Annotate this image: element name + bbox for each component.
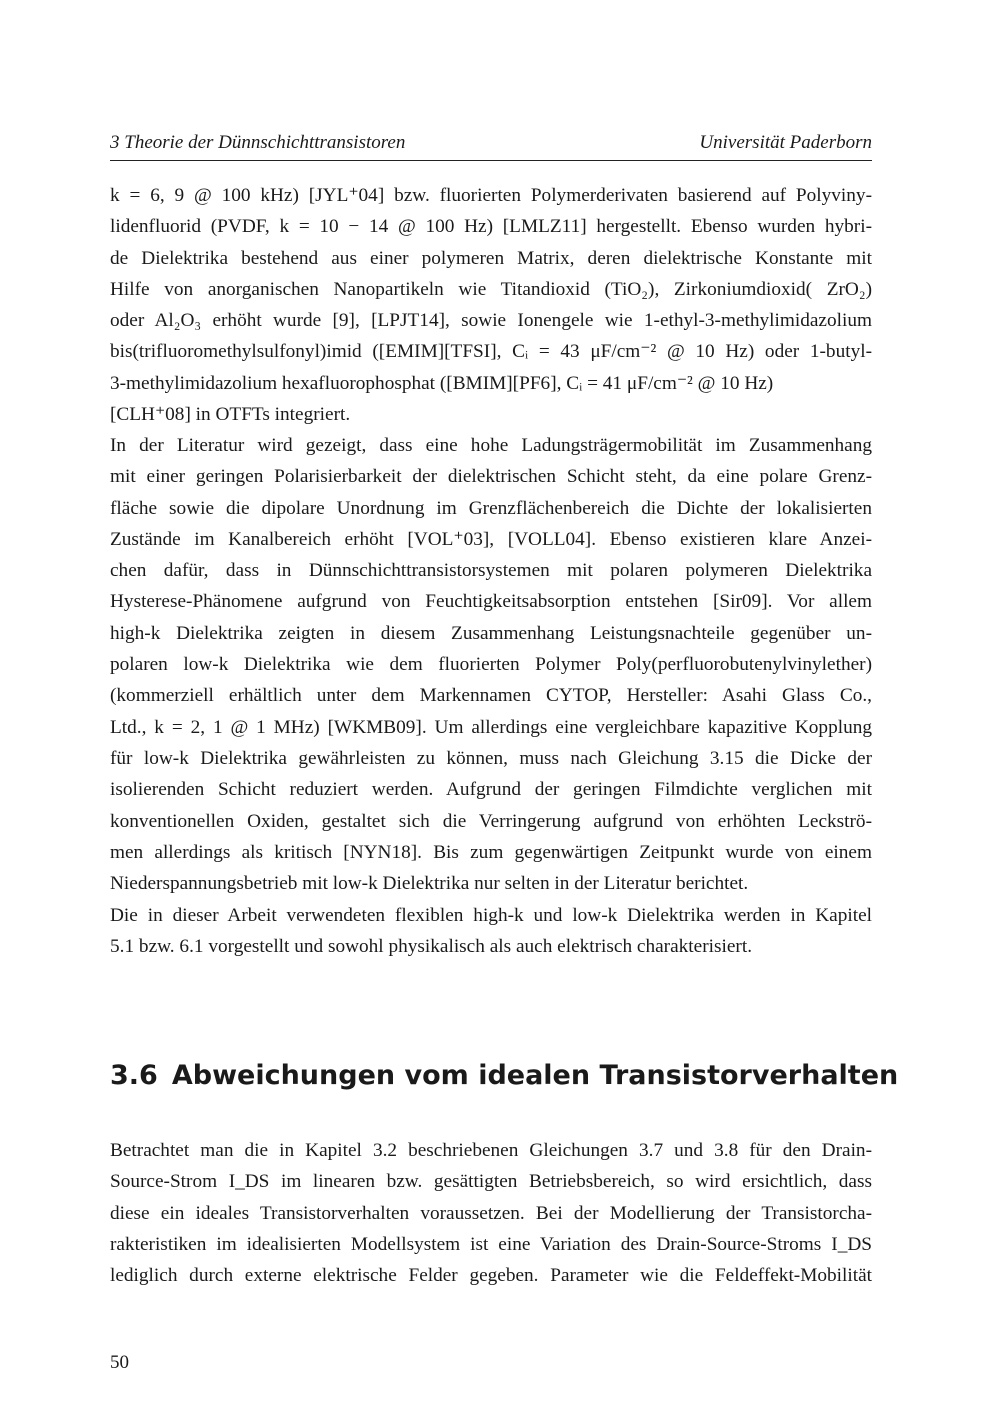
text-line: bis(trifluoromethylsulfonyl)imid ([EMIM][TFSI], Cᵢ = 43 μF/cm⁻² @ 10 Hz) oder 1-butyl- xyxy=(110,341,872,363)
header-university: Universität Paderborn xyxy=(699,132,872,153)
text-line: rakteristiken im idealisierten Modellsystem ist eine Variation des Drain-Source-Stroms I_DS xyxy=(110,1233,872,1255)
header-chapter-title: 3 Theorie der Dünnschichttransistoren xyxy=(110,132,406,153)
text-line: high-k Dielektrika zeigten in diesem Zusammenhang Leistungsnachteile gegenüber un- xyxy=(110,622,872,644)
page-number: 50 xyxy=(110,1352,129,1373)
text-line: konventionellen Oxiden, gestaltet sich die Verringerung aufgrund von erhöhten Leckströ- xyxy=(110,810,872,832)
text-line: Zustände im Kanalbereich erhöht [VOL⁺03], [VOLL04]. Ebenso existieren klare Anzei- xyxy=(110,528,872,550)
running-header xyxy=(110,130,872,161)
text-line: für low-k Dielektrika gewährleisten zu können, muss nach Gleichung 3.15 die Dicke der xyxy=(110,747,872,769)
section-number: 3.6 xyxy=(110,1060,158,1091)
paragraph-ideal-behavior xyxy=(110,1135,872,1291)
text-line: de Dielektrika bestehend aus einer polymeren Matrix, deren dielektrische Konstante mit xyxy=(110,247,872,269)
text-line: diese ein ideales Transistorverhalten voraussetzen. Bei der Modellierung der Transistorcha- xyxy=(110,1202,872,1224)
text-line: In der Literatur wird gezeigt, dass eine hohe Ladungsträgermobilität im Zusammenhang xyxy=(110,435,872,456)
paragraph-chapter-reference xyxy=(110,900,872,963)
text-line: oder Al₂O₃ erhöht wurde [9], [LPJT14], sowie Ionengele wie 1-ethyl-3-methylimidazolium xyxy=(110,310,872,332)
text-line: Hilfe von anorganischen Nanopartikeln wie Titandioxid (TiO₂), Zirkoniumdioxid( ZrO₂) xyxy=(110,278,872,300)
text-line: Ltd., k = 2, 1 @ 1 MHz) [WKMB09]. Um allerdings eine vergleichbare kapazitive Kopplung xyxy=(110,716,872,738)
text-line: isolierenden Schicht reduziert werden. Aufgrund der geringen Filmdichte verglichen mit xyxy=(110,779,872,801)
text-line: Niederspannungsbetrieb mit low-k Dielektrika nur selten in der Literatur berichtet. xyxy=(110,873,749,895)
text-line: 5.1 bzw. 6.1 vorgestellt und sowohl physikalisch als auch elektrisch charakterisiert. xyxy=(110,936,753,958)
text-line: polaren low-k Dielektrika wie dem fluorierten Polymer Poly(perfluorobutenylvinylether) xyxy=(110,654,872,676)
text-line: fläche sowie die dipolare Unordnung im Grenzflächenbereich die Dichte der lokalisierten xyxy=(110,497,872,519)
text-line: Die in dieser Arbeit verwendeten flexiblen high-k und low-k Dielektrika werden in Kapitel xyxy=(110,905,872,926)
text-line: men allerdings als kritisch [NYN18]. Bis zum gegenwärtigen Zeitpunkt wurde von einem xyxy=(110,841,872,863)
paragraph-dielectrics-continued xyxy=(110,180,872,430)
text-line: (kommerziell erhältlich unter dem Markennamen CYTOP, Hersteller: Asahi Glass Co., xyxy=(110,685,872,707)
text-line: 3-methylimidazolium hexafluorophosphat ([BMIM][PF6], Cᵢ = 41 μF/cm⁻² @ 10 Hz) xyxy=(110,372,774,394)
text-line: Betrachtet man die in Kapitel 3.2 beschriebenen Gleichungen 3.7 und 3.8 für den Drain- xyxy=(110,1140,872,1161)
text-line: mit einer geringen Polarisierbarkeit der dielektrischen Schicht steht, da eine polare Grenz- xyxy=(110,466,872,488)
text-line: k = 6, 9 @ 100 kHz) [JYL⁺04] bzw. fluorierten Polymerderivaten basierend auf Polyviny- xyxy=(110,185,872,206)
text-line: lediglich durch externe elektrische Felder gegeben. Parameter wie die Feldeffekt-Mobilität xyxy=(110,1265,872,1287)
text-line: lidenfluorid (PVDF, k = 10 − 14 @ 100 Hz) [LMLZ11] hergestellt. Ebenso wurden hybri- xyxy=(110,216,872,238)
section-title: Abweichungen vom idealen Transistorverhalten xyxy=(171,1060,899,1091)
paragraph-polarizability xyxy=(110,430,872,899)
section-heading xyxy=(110,1060,899,1091)
text-line: [CLH⁺08] in OTFTs integriert. xyxy=(110,404,351,426)
text-line: Source-Strom I_DS im linearen bzw. gesättigten Betriebsbereich, so wird ersichtlich, dass xyxy=(110,1171,872,1193)
text-line: chen dafür, dass in Dünnschichttransistorsystemen mit polaren polymeren Dielektrika xyxy=(110,560,872,582)
text-line: Hysterese-Phänomene aufgrund von Feuchtigkeitsabsorption entstehen [Sir09]. Vor allem xyxy=(110,591,872,613)
